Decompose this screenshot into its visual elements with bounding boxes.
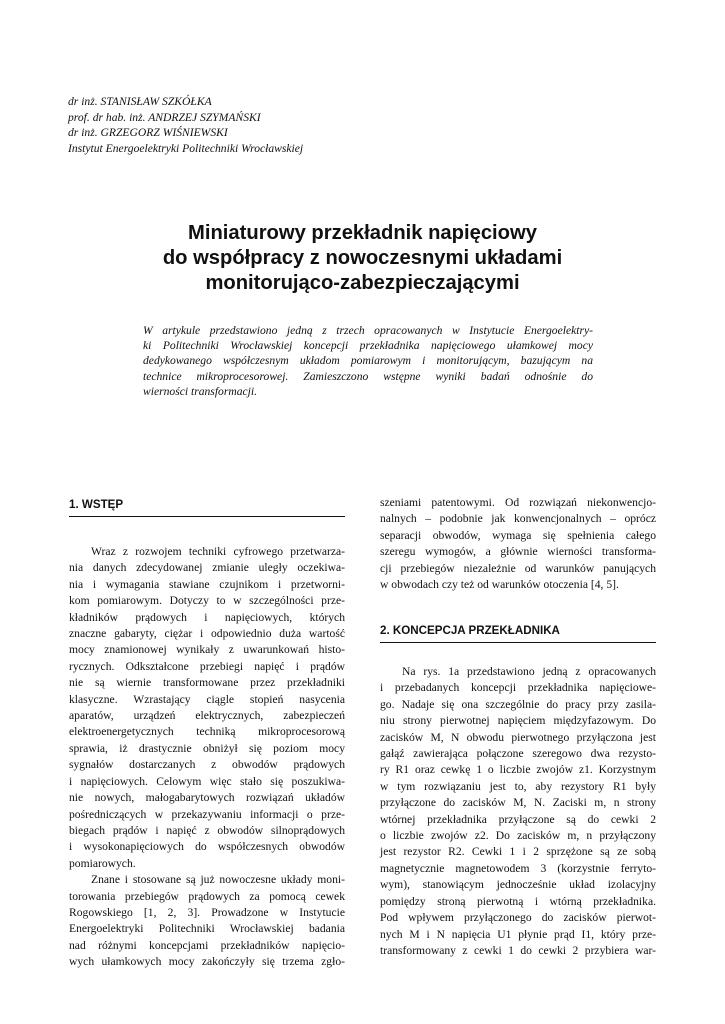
abstract-line: W artykule przedstawiono jedną z trzech opracowanych w Instytucie Energoelektry- [143,324,593,337]
paper-title [60,221,665,296]
text-line: kom pomiarowym. Dotyczy to w szczególności prze- [69,594,345,608]
text-line: Rogowskiego [1, 2, 3]. Prowadzone w Instytucie [69,905,345,919]
abstract-line: ki Politechniki Wrocławskiej koncepcji przekładnika napięciowego ułamkowej mocy [143,339,593,353]
text-line: magnetycznie magnetowodem 3 (korzystnie ferryto- [380,861,656,875]
text-line: ry R1 oraz cewkę 1 o liczbie zwojów z1. Korzystnym [380,763,656,777]
text-line: wym), stanowiącym jednocześnie układ izolacyjny [380,878,656,892]
text-line: Na rys. 1a przedstawiono jedną z opracowanych [402,665,656,678]
text-line: szeregu wymogów, a głównie wierności transforma- [380,545,656,559]
text-line: aparatów, urządzeń elektrycznych, zabezpieczeń [69,709,345,723]
text-line: wych ułamkowych mocy zakończyły się trzema zgło- [69,955,345,969]
abstract-line: dedykowanego współczesnym układom pomiarowym i monitorującym, bazującym na [143,354,593,368]
section-heading-concept: 2. KONCEPCJA PRZEKŁADNIKA [380,624,656,643]
author-line: dr inż. GRZEGORZ WIŚNIEWSKI [68,126,228,140]
title-line: do współpracy z nowoczesnymi układami [162,247,563,269]
text-line: kładników prądowych i napięciowych, których [69,610,345,624]
text-line: i przebadanych koncepcji przekładnika napięciowe- [380,681,656,695]
text-line: nych M i N napięcia U1 płynie prąd I1, który prze- [380,927,656,941]
text-line: znaczne gabaryty, ciężar i odpowiednio duża wartość [69,627,345,641]
abstract-line: technice mikroprocesorowej. Zamieszczono wstępne wyniki badań odnośnie do [143,369,593,383]
text-line: i wysokonapięciowych do współczesnych obwodów [69,840,345,854]
text-line: i napięciowych. Celowym więc stało się poszukiwa- [69,774,345,788]
abstract-line: wierności transformacji. [143,384,258,398]
text-line: pośredniczących w przekazywaniu informacji o prze- [69,807,345,821]
right-column-bottom-text [380,664,656,959]
text-line: w tym rozwiązaniu jest to, aby rezystory R1 były [380,779,656,793]
text-line: mocy znamionowej wynikały z uwarunkowań histo- [69,643,345,657]
text-line: Znane i stosowane są już nowoczesne układy moni- [91,873,345,887]
text-line: szeniami patentowymi. Od rozwiązań niekonwencjo- [380,496,656,509]
title-line: monitorująco-zabezpieczającymi [205,272,520,294]
text-line: transformowany z cewki 1 do cewki 2 przybiera war- [380,943,656,957]
text-line: torowania przebiegów prądowych za pomocą cewek [69,889,345,903]
author-line: prof. dr hab. inż. ANDRZEJ SZYMAŃSKI [68,110,261,124]
text-line: nad różnymi koncepcjami przekładników napięcio- [69,938,345,952]
text-line: nia i wymagania stawiane czujnikom i przetworni- [69,577,345,591]
right-column-top-text [380,495,656,593]
text-line: elektroenergetycznych techniką mikroprocesorową [69,725,345,739]
text-line: cji przebiegów niezależnie od warunków panujących [380,561,656,575]
text-line: rycznych. Odkształcone przebiegi napięć i prądów [69,659,345,673]
text-line: gałąź zawierająca połączone szeregowo dwa rezysto- [380,747,656,761]
author-block [68,94,488,156]
section-heading-intro: 1. WSTĘP [69,498,345,517]
title-line: Miniaturowy przekładnik napięciowy [188,222,537,244]
text-line: zacisków M, N obwodu pierwotnego przyłączona jest [380,730,656,744]
text-line: nie są wiernie transformowane przez przekładniki [69,676,345,690]
text-line: pomiarowych. [69,856,136,870]
text-line: przyłączone do zacisków M, N. Zaciski m, n strony [380,796,656,810]
text-line: niu strony pierwotnej napięciem międzyfazowym. Do [380,714,656,728]
text-line: Wraz z rozwojem techniki cyfrowego przetwarza- [91,545,345,558]
text-line: w obwodach czy też od warunków otoczenia [4, 5]. [380,578,619,592]
text-line: separacji obwodów, wymaga się spełnienia całego [380,528,656,542]
text-line: sprawia, iż drastycznie obniżył się poziom mocy [69,741,345,755]
text-line: nia danych zdecydowanej zmianie uległy oczekiwa- [69,561,345,575]
text-line: biegach prądów i napięć z obwodów silnoprądowych [69,823,345,837]
text-line: Pod wpływem przyłączonego do zacisków pierwot- [380,911,656,925]
text-line: nalnych – podobnie jak konwencjonalnych – oprócz [380,512,656,526]
abstract [143,323,593,399]
text-line: go. Nadaje się ona szczególnie do pracy przy zasila- [380,697,656,711]
text-line: pomiędzy stroną pierwotną i wtórną przekładnika. [380,894,656,908]
text-line: sygnałów dostarczanych z obwodów prądowych [69,758,345,772]
text-line: jest rezystor R2. Cewki 1 i 2 sprzężone są ze sobą [380,845,656,859]
text-line: nie nowych, małogabarytowych rozwiązań układów [69,791,345,805]
text-line: wtórnej przekładnika przyłączone są do cewki 2 [380,812,656,826]
left-column-text [69,544,345,971]
text-line: o liczbie zwojów z2. Do zacisków m, n przyłączony [380,829,656,843]
text-line: Energoelektryki Politechniki Wrocławskiej badania [69,922,345,936]
author-line: dr inż. STANISŁAW SZKÓŁKA [68,95,212,108]
text-line: klasyczne. Wzrastający ciągle stopień nasycenia [69,692,345,706]
affiliation: Instytut Energoelektryki Politechniki Wrocławskiej [68,141,304,155]
